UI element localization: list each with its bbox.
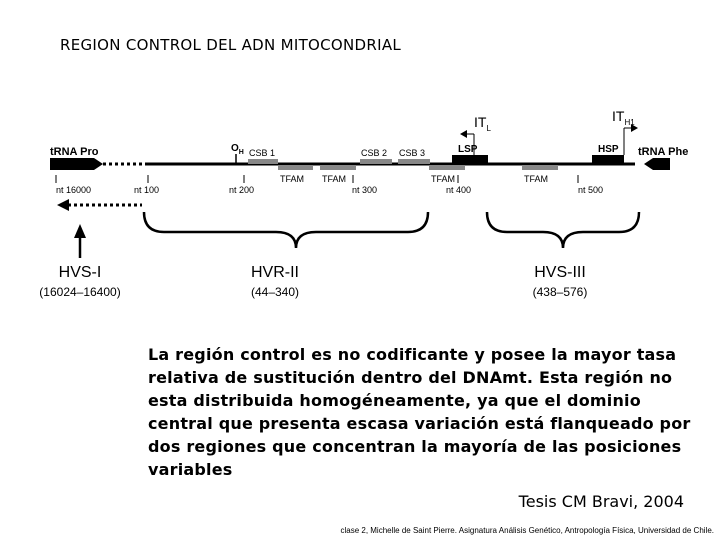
tfam-box <box>278 165 313 170</box>
nt-label: nt 400 <box>446 185 472 195</box>
tfam-box <box>320 165 356 170</box>
hvs1-dotted-arrow-head <box>57 199 69 211</box>
tfam-label: TFAM <box>322 174 346 184</box>
trna-pro-label: tRNA Pro <box>50 146 99 158</box>
region-name: HVS-I <box>58 264 102 281</box>
csb2-box <box>360 159 392 164</box>
page-title: REGION CONTROL DEL ADN MITOCONDRIAL <box>60 36 402 54</box>
hsp-label: HSP <box>598 144 619 155</box>
csb1-box <box>248 159 278 164</box>
trna-phe-gene-arrow <box>644 158 670 170</box>
itl-arrow-head <box>460 130 467 138</box>
lsp-promoter-box <box>452 155 488 164</box>
hsp-promoter-box <box>592 155 624 164</box>
region-range: (438–576) <box>532 285 588 299</box>
itl-label: $IT_L$ <box>474 114 491 133</box>
tfam-box <box>429 165 465 170</box>
nt-label: nt 300 <box>352 185 378 195</box>
oh-label: $O_H$ <box>231 143 244 156</box>
hvr2-brace <box>144 212 428 248</box>
hvs3-brace <box>487 212 639 248</box>
nt-label: nt 16000 <box>56 185 92 195</box>
nt-label: nt 200 <box>229 185 255 195</box>
tfam-box <box>522 165 558 170</box>
region-name: HVS-III <box>534 264 586 281</box>
footer-note: clase 2, Michelle de Saint Pierre. Asignatura Análisis Genético, Antropología Física, Universidad de Chile. <box>340 526 714 535</box>
tfam-label: TFAM <box>431 174 455 184</box>
tfam-label: TFAM <box>280 174 304 184</box>
trna-phe-label: tRNA Phe <box>638 146 689 158</box>
csb2-label: CSB 2 <box>361 148 388 158</box>
region-name: HVR-II <box>251 264 299 281</box>
trna-pro-gene-arrow <box>50 158 103 170</box>
tfam-label: TFAM <box>524 174 548 184</box>
nt-label: nt 500 <box>578 185 604 195</box>
csb3-label: CSB 3 <box>399 148 426 158</box>
nt-label: nt 100 <box>134 185 160 195</box>
region-range: (16024–16400) <box>39 285 121 299</box>
csb1-label: CSB 1 <box>249 148 276 158</box>
ith1-label: $IT_{H1}$ <box>612 108 635 127</box>
region-range: (44–340) <box>250 285 300 299</box>
citation: Tesis CM Bravi, 2004 <box>518 492 684 511</box>
hvs1-up-arrow-head <box>74 224 86 238</box>
description-text: La región control es no codificante y posee la mayor tasa relativa de sustitución dentro del DNAmt. Esta región no esta distribuida homogéneamente, ya que el dominio central que presenta escasa variación está flanqueado por dos regiones que concentran la mayoría de las posiciones variables <box>148 345 691 479</box>
csb3-box <box>398 159 430 164</box>
lsp-label: LSP <box>458 144 478 155</box>
